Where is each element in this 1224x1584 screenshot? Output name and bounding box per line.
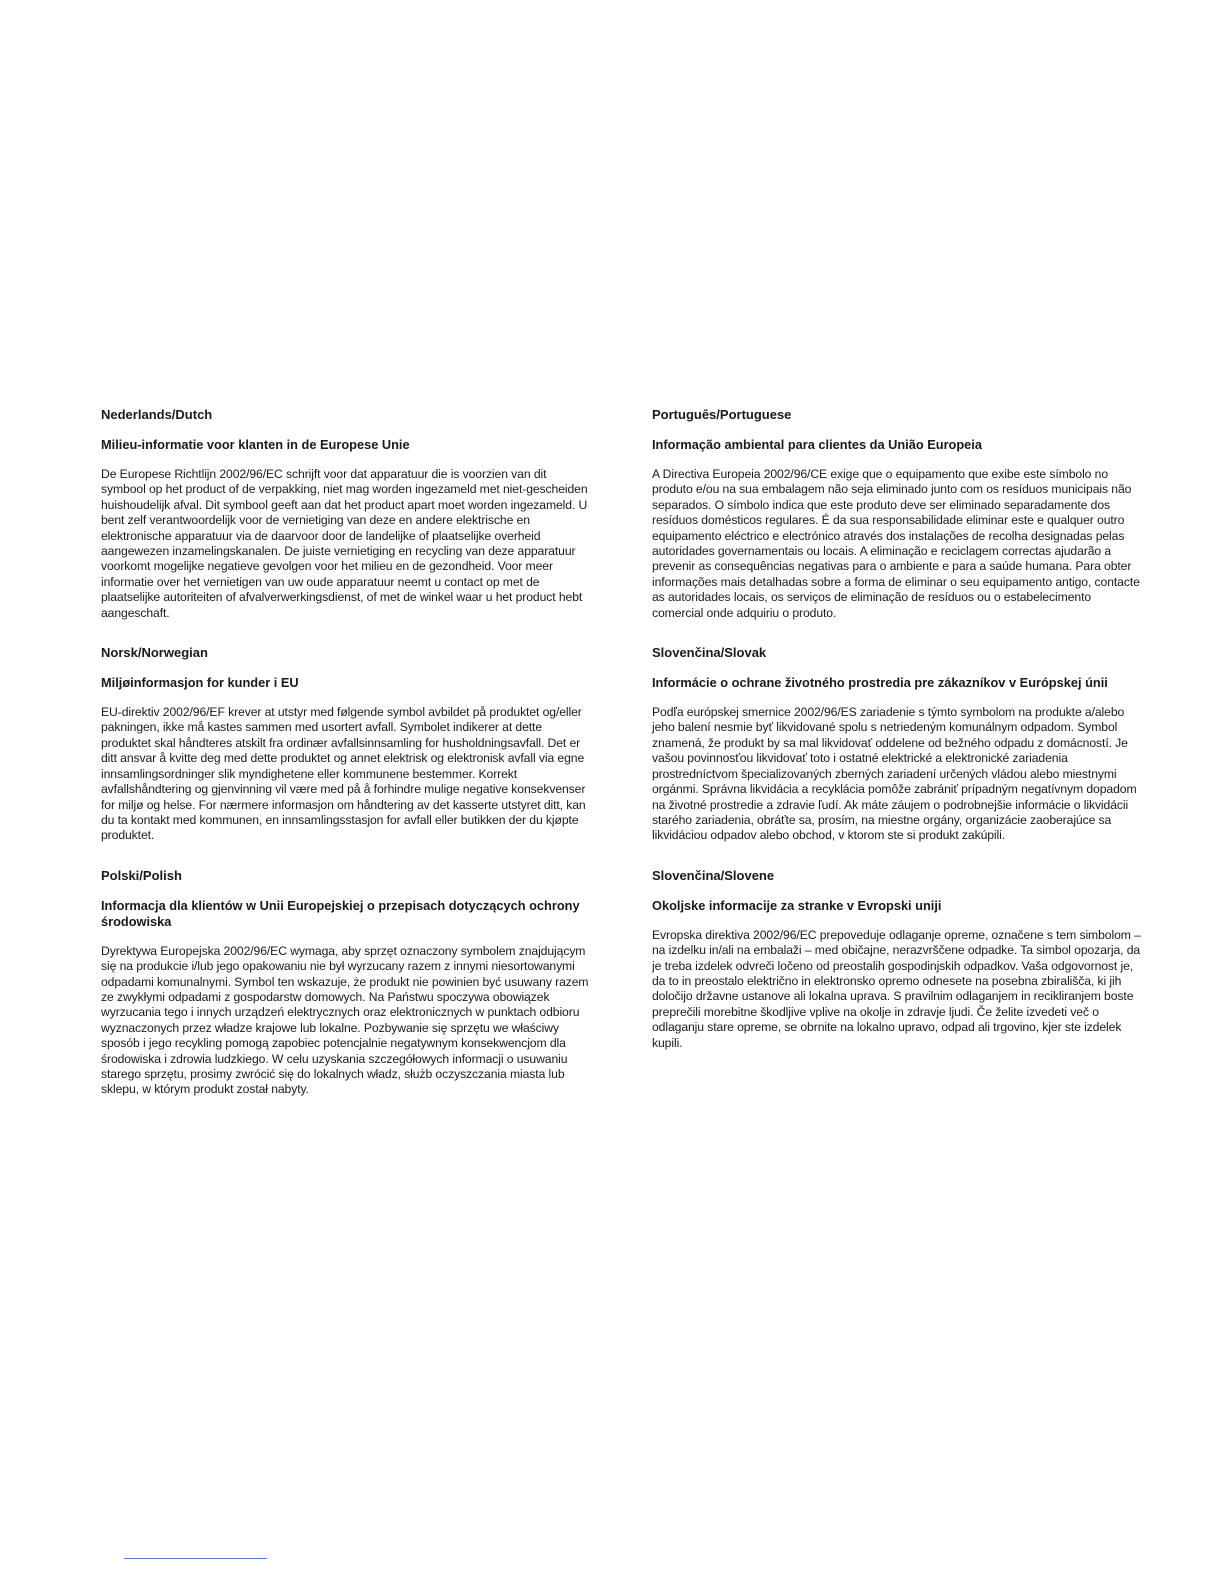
section-body: A Directiva Europeia 2002/96/CE exige que o equipamento que exibe este símbolo no produto e/ou na sua embalagem não seja eliminado junto com os resíduos municipais não separados. O símbolo indica que este produto deve ser eliminado separadamente dos resíduos domésticos regulares. É da sua responsabilidade eliminar este e qualquer outro equipamento eléctrico e electrónico através dos instalações de recolha designadas pelas autoridades governamentais ou locais. A eliminação e reciclagem correctas ajudarão a prevenir as consequências negativas para o ambiente e para a saúde humana. Para obter informações mais detalhadas sobre a forma de eliminar o seu equipamento antigo, contacte as autoridades locais, os serviços de eliminação de resíduos ou o estabelecimento comercial onde adquiriu o produto. [652,467,1140,620]
section-body: Dyrektywa Europejska 2002/96/EC wymaga, aby sprzęt oznaczony symbolem znajdującym się na produkcie i/lub jego opakowaniu nie był wyrzucany razem z innymi niesortowanymi odpadami komunalnymi. Symbol ten wskazuje, że produkt nie powinien być usuwany razem ze zwykłymi odpadami z gospodarstw domowych. Na Państwu spoczywa obowiązek wyrzucania tego i innych urządzeń elektrycznych oraz elektronicznych w punktach odbioru wyznaczonych przez władze krajowe lub lokalne. Pozbywanie się sprzętu we właściwy sposób i jego recykling pomogą zapobiec potencjalnie negatywnym konsekwencjom dla środowiska i zdrowia ludzkiego. W celu uzyskania szczegółowych informacji o usuwaniu starego sprzętu, prosimy zwrócić się do lokalnych władz, służb oczyszczania miasta lub sklepu, w którym produkt został nabyty. [101,943,589,1097]
language-title: Slovenčina/Slovene [652,867,775,883]
section-heading: Okoljske informacije za stranke v Evropski uniji [652,897,942,913]
section-dutch [101,406,591,621]
section-body: EU-direktiv 2002/96/EF krever at utstyr med følgende symbol avbildet på produktet og/eller pakningen, ikke må kastes sammen med usortert avfall. Symbolet indikerer at dette produktet skal håndteres atskilt fra ordinær avfallsinnsamling for husholdningsavfall. Det er ditt ansvar å kvitte deg med dette produktet og annet elektrisk og elektronisk avfall via egne innsamlingsordninger slik myndighetene eller kommunene bestemmer. Korrekt avfallshåndtering og gjenvinning vil være med på å forhindre mulige negative konsekvenser for miljø og helse. For nærmere informasjon om håndtering av det kasserte utstyret ditt, kan du ta kontakt med kommunen, en innsamlingsstasjon for avfall eller butikken der du kjøpte produktet. [101,705,586,843]
language-title: Nederlands/Dutch [101,407,213,422]
section-slovene [652,867,1142,1051]
left-column [101,406,591,1121]
language-title: Polski/Polish [101,867,182,883]
section-body: Evropska direktiva 2002/96/EC prepoveduje odlaganje opreme, označene s tem simbolom – na izdelku in/ali na embalaži – med običajne, nerazvrščene odpadke. Ta simbol opozarja, da je treba izdelek odvreči ločeno od preostalih gospodinjskih odpadkov. Vaša odgovornost je, da to in preostalo električno in elektronsko opremo odnesete na posebna zbirališča, ki jih določijo državne ustanove ali lokalna uprava. S pravilnim odlaganjem in recikliranjem boste preprečili morebitne škodljive vplive na okolje in zdravje ljudi. Če želite izvedeti več o odlaganju stare opreme, se obrnite na lokalno upravo, odpad ali trgovino, kjer ste izdelek kupili. [652,927,1141,1050]
section-body: De Europese Richtlijn 2002/96/EC schrijft voor dat apparatuur die is voorzien van dit symbool op het product of de verpakking, niet mag worden ingezameld met niet-gescheiden huishoudelijk afval. Dit symbool geeft aan dat het product apart moet worden ingezameld. U bent zelf verantwoordelijk voor de vernietiging van deze en andere elektrische en elektronische apparatuur via de daarvoor door de landelijke of plaatselijke overheid aangewezen inzamelingskanalen. De juiste vernietiging en recycling van deze apparatuur voorkomt mogelijke negatieve gevolgen voor het milieu en de gezondheid. Voor meer informatie over het vernietigen van uw oude apparatuur neemt u contact op met de plaatselijke autoriteiten of afvalverwerkingsdienst, of met de winkel waar u het product hebt aangeschaft. [101,467,588,620]
footnote-divider [124,1558,267,1559]
section-norwegian [101,644,591,844]
right-column [652,406,1142,1074]
section-heading: Informação ambiental para clientes da União Europeia [652,437,982,452]
section-slovak [652,644,1142,844]
section-body: Podľa európskej smernice 2002/96/ES zariadenie s týmto symbolom na produkte a/alebo jeho balení nesmie byť likvidované spolu s netriedeným komunálnym odpadom. Symbol znamená, že produkt by sa mal likvidovať oddelene od bežného odpadu z domácností. Je vašou povinnosťou likvidovať toto i ostatné elektrické a elektronické zariadenia prostredníctvom špecializovaných zberných zariadení určených vládou alebo miestnymi orgánmi. Správna likvidácia a recyklácia pomôže zabrániť prípadným negatívnym dopadom na životné prostredie a zdravie ľudí. Ak máte záujem o podrobnejšie informácie o likvidácii starého zariadenia, obráťte sa, prosím, na miestne orgány, organizácie zaoberajúce sa likvidáciou odpadov alebo obchod, v ktorom ste si produkt zakúpili. [652,705,1137,843]
language-title: Norsk/Norwegian [101,645,208,661]
language-title: Slovenčina/Slovak [652,645,767,661]
section-heading: Milieu-informatie voor klanten in de Europese Unie [101,437,410,452]
section-heading: Miljøinformasjon for kunder i EU [101,675,299,691]
section-heading: Informacja dla klientów w Unii Europejskiej o przepisach dotyczących ochrony środowiska [101,897,580,929]
section-heading: Informácie o ochrane životného prostredia pre zákazníkov v Európskej únii [652,675,1108,691]
language-title: Português/Portuguese [652,407,792,422]
section-polish [101,867,591,1098]
section-portuguese [652,406,1142,621]
